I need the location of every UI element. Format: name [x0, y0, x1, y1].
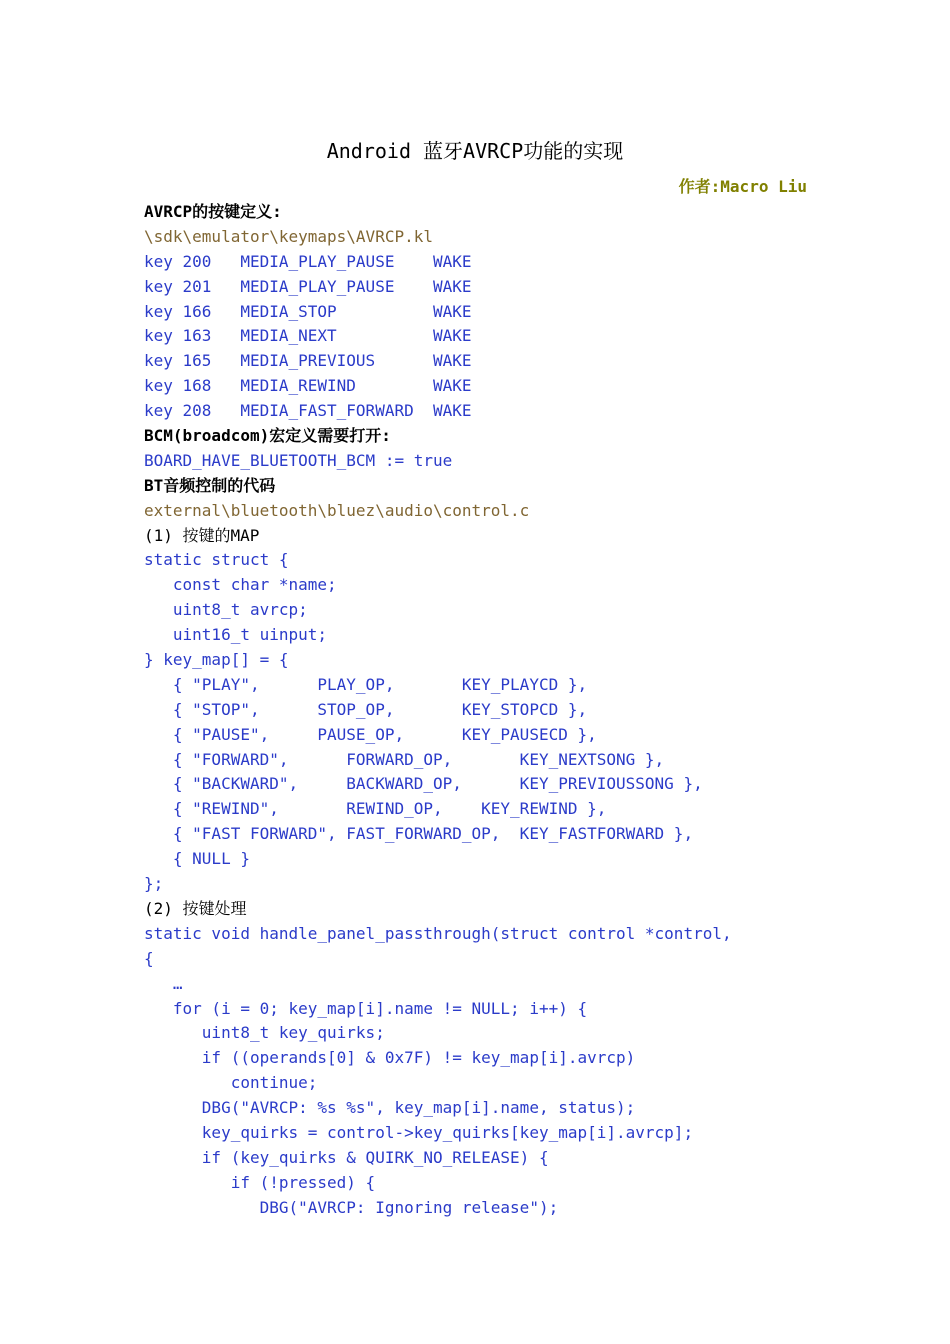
code-line: { "FORWARD", FORWARD_OP, KEY_NEXTSONG }, [144, 749, 665, 769]
document-title: Android 蓝牙AVRCP功能的实现 [326, 139, 624, 163]
code-line: key_quirks = control->key_quirks[key_map[i].avrcp]; [144, 1122, 694, 1142]
subsection-heading: (1) 按键的MAP [144, 525, 260, 545]
document-body [144, 200, 844, 1221]
code-line: uint8_t avrcp; [144, 600, 308, 620]
author-line: 作者:Macro Liu [678, 177, 807, 196]
section-heading: AVRCP的按键定义: [144, 202, 282, 221]
code-line: BOARD_HAVE_BLUETOOTH_BCM := true [144, 450, 453, 470]
code-line: { "BACKWARD", BACKWARD_OP, KEY_PREVIOUSSONG }, [144, 774, 703, 794]
code-line: if ((operands[0] & 0x7F) != key_map[i].avrcp) [144, 1048, 636, 1068]
code-line: DBG("AVRCP: %s %s", key_map[i].name, status); [144, 1098, 636, 1118]
code-line: … [144, 973, 183, 993]
code-line: const char *name; [144, 575, 337, 595]
code-line: static struct { [144, 550, 289, 570]
code-line: DBG("AVRCP: Ignoring release"); [144, 1197, 559, 1217]
code-line: if (key_quirks & QUIRK_NO_RELEASE) { [144, 1147, 549, 1167]
code-line: key 165 MEDIA_PREVIOUS WAKE [144, 351, 472, 371]
code-line: } key_map[] = { [144, 650, 289, 670]
code-line: key 201 MEDIA_PLAY_PAUSE WAKE [144, 276, 472, 296]
code-line: }; [144, 874, 164, 894]
code-line: { "PLAY", PLAY_OP, KEY_PLAYCD }, [144, 674, 588, 694]
code-line: { "FAST FORWARD", FAST_FORWARD_OP, KEY_FASTFORWARD }, [144, 824, 694, 844]
code-line: uint16_t uinput; [144, 625, 328, 645]
code-line: uint8_t key_quirks; [144, 1023, 385, 1043]
section-heading: BCM(broadcom)宏定义需要打开: [144, 426, 391, 446]
code-line: static void handle_panel_passthrough(struct control *control, [144, 923, 732, 943]
code-line: { [144, 948, 154, 968]
code-line: { "REWIND", REWIND_OP, KEY_REWIND }, [144, 799, 607, 819]
code-line: { "STOP", STOP_OP, KEY_STOPCD }, [144, 699, 588, 719]
file-path-line: external\bluetooth\bluez\audio\control.c [144, 500, 530, 520]
section-heading: BT音频控制的代码 [144, 475, 276, 495]
code-line: { NULL } [144, 849, 250, 869]
subsection-heading: (2) 按键处理 [144, 898, 247, 918]
code-line: for (i = 0; key_map[i].name != NULL; i++) { [144, 998, 588, 1018]
code-line: continue; [144, 1073, 318, 1093]
code-line: if (!pressed) { [144, 1172, 376, 1192]
code-line: key 168 MEDIA_REWIND WAKE [144, 376, 472, 396]
code-line: key 200 MEDIA_PLAY_PAUSE WAKE [144, 251, 472, 271]
code-line: key 166 MEDIA_STOP WAKE [144, 301, 472, 321]
code-line: key 163 MEDIA_NEXT WAKE [144, 326, 472, 346]
code-line: key 208 MEDIA_FAST_FORWARD WAKE [144, 401, 472, 421]
code-line: { "PAUSE", PAUSE_OP, KEY_PAUSECD }, [144, 724, 597, 744]
file-path-line: \sdk\emulator\keymaps\AVRCP.kl [144, 226, 433, 246]
